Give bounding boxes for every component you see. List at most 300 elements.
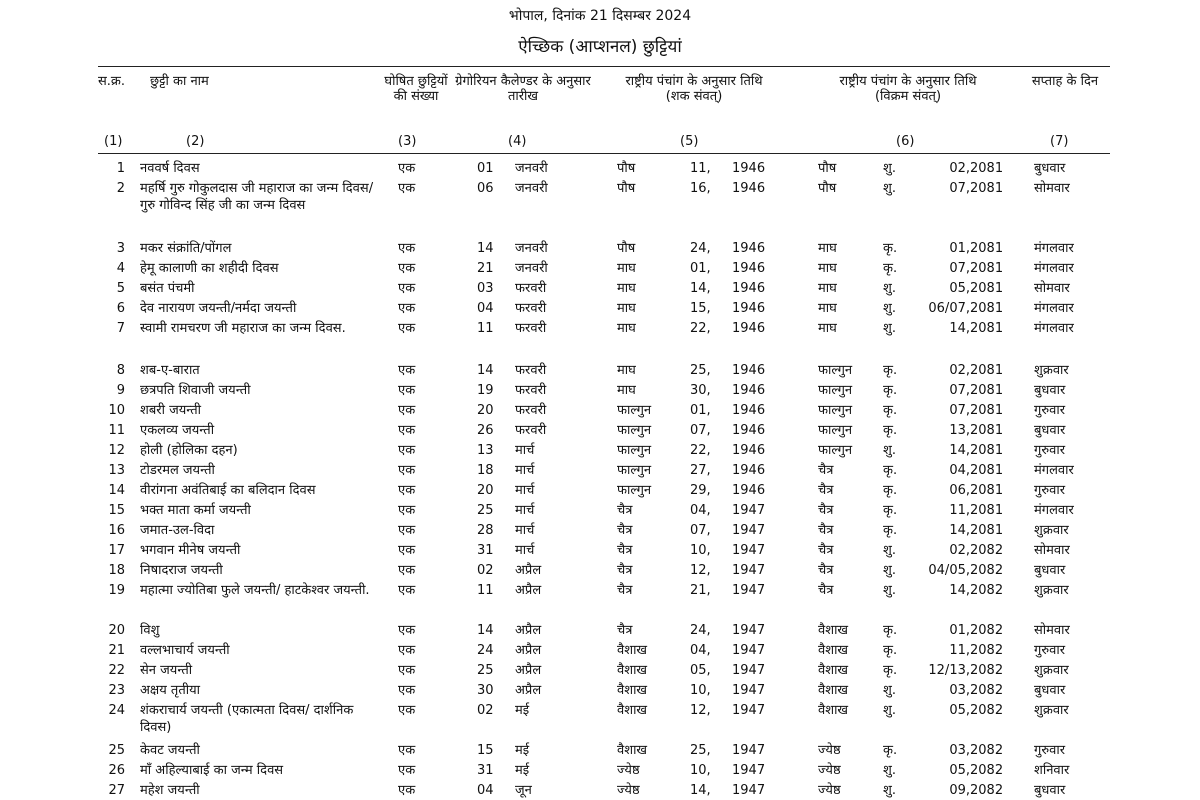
cell-vyear: 2081 [970, 383, 1004, 398]
cell-gmonth: मई [515, 743, 530, 758]
holiday-name: निषादराज जयन्ती [140, 563, 223, 578]
cell-paksha: शु. [883, 543, 896, 558]
cell-paksha: शु. [883, 321, 896, 336]
cell-smonth: पौष [617, 181, 636, 196]
cell-count: एक [398, 301, 416, 316]
cell-paksha: कृ. [883, 463, 898, 478]
cell-vmonth: फाल्गुन [818, 443, 853, 458]
holiday-name: वल्लभाचार्य जयन्ती [140, 643, 230, 658]
cell-gmonth: फरवरी [515, 281, 547, 296]
cell-count: एक [398, 623, 416, 638]
cell-vyear: 2081 [970, 301, 1004, 316]
cell-gmonth: मार्च [515, 483, 535, 498]
cell-vday: 09, [949, 783, 970, 798]
cell-vday: 07, [949, 181, 970, 196]
cell-vday: 02, [949, 363, 970, 378]
cell-syear: 1947 [732, 703, 766, 718]
cell-vyear: 2081 [970, 403, 1004, 418]
cell-syear: 1946 [732, 403, 766, 418]
cell-sno: 26 [108, 763, 125, 778]
cell-paksha: शु. [883, 563, 896, 578]
cell-day: मंगलवार [1034, 463, 1074, 478]
cell-sday: 22, [690, 321, 711, 336]
cell-vmonth: पौष [818, 161, 837, 176]
cell-sday: 10, [690, 683, 711, 698]
cell-paksha: शु. [883, 763, 896, 778]
cell-vmonth: चैत्र [818, 523, 834, 538]
cell-sno: 14 [108, 483, 125, 498]
cell-sno: 8 [116, 363, 125, 378]
cell-sday: 11, [690, 161, 711, 176]
cell-count: एक [398, 523, 416, 538]
cell-gday: 04 [477, 783, 494, 798]
cell-gday: 06 [477, 181, 494, 196]
cell-gmonth: जनवरी [515, 241, 548, 256]
cell-day: बुधवार [1034, 783, 1066, 798]
cell-paksha: कृ. [883, 523, 898, 538]
cell-gmonth: अप्रैल [515, 643, 542, 658]
cell-sday: 07, [690, 523, 711, 538]
col-number-2: (2) [186, 134, 205, 149]
cell-syear: 1946 [732, 241, 766, 256]
cell-gday: 14 [477, 623, 494, 638]
cell-sday: 07, [690, 423, 711, 438]
cell-gday: 25 [477, 663, 494, 678]
cell-count: एक [398, 261, 416, 276]
cell-vyear: 2081 [970, 181, 1004, 196]
cell-gday: 11 [477, 321, 494, 336]
cell-smonth: वैशाख [617, 663, 648, 678]
cell-day: गुरुवार [1034, 443, 1066, 458]
cell-day: मंगलवार [1034, 241, 1074, 256]
col-header-vikram: राष्ट्रीय पंचांग के अनुसार तिथि (विक्रम संवत्) [839, 74, 977, 104]
cell-smonth: माघ [617, 301, 636, 316]
cell-gday: 15 [477, 743, 494, 758]
cell-syear: 1947 [732, 783, 766, 798]
cell-day: बुधवार [1034, 383, 1066, 398]
cell-syear: 1947 [732, 663, 766, 678]
cell-vmonth: चैत्र [818, 463, 834, 478]
holiday-name: शंकराचार्य जयन्ती (एकात्मता दिवस/ दार्शनिक दिवस) [140, 703, 354, 735]
cell-vmonth: माघ [818, 261, 837, 276]
cell-day: शुक्रवार [1034, 703, 1069, 718]
cell-vyear: 2081 [970, 321, 1004, 336]
cell-syear: 1946 [732, 383, 766, 398]
holiday-name: महात्मा ज्योतिबा फुले जयन्ती/ हाटकेश्वर जयन्ती. [140, 583, 370, 598]
cell-vyear: 2082 [970, 683, 1004, 698]
cell-vyear: 2082 [970, 663, 1004, 678]
holiday-name: अक्षय तृतीया [140, 683, 201, 698]
cell-sday: 04, [690, 503, 711, 518]
col-number-1: (1) [104, 134, 123, 149]
cell-vyear: 2081 [970, 503, 1004, 518]
cell-vyear: 2081 [970, 161, 1004, 176]
cell-vmonth: माघ [818, 321, 837, 336]
cell-sno: 15 [108, 503, 125, 518]
holiday-name: माँ अहिल्याबाई का जन्म दिवस [140, 763, 284, 778]
cell-vday: 01, [949, 623, 970, 638]
cell-count: एक [398, 423, 416, 438]
cell-smonth: वैशाख [617, 703, 648, 718]
holiday-name: शबरी जयन्ती [140, 403, 202, 418]
cell-vmonth: पौष [818, 181, 837, 196]
cell-count: एक [398, 161, 416, 176]
cell-vmonth: माघ [818, 241, 837, 256]
cell-syear: 1947 [732, 583, 766, 598]
cell-smonth: वैशाख [617, 743, 648, 758]
holiday-name: स्वामी रामचरण जी महाराज का जन्म दिवस. [140, 321, 346, 336]
cell-gday: 18 [477, 463, 494, 478]
cell-sno: 19 [108, 583, 125, 598]
cell-gday: 02 [477, 703, 494, 718]
cell-gday: 14 [477, 363, 494, 378]
cell-syear: 1946 [732, 181, 766, 196]
holiday-name: वीरांगना अवंतिबाई का बलिदान दिवस [140, 483, 316, 498]
cell-vyear: 2082 [970, 703, 1004, 718]
holiday-name: छत्रपति शिवाजी जयन्ती [140, 383, 251, 398]
cell-day: सोमवार [1034, 623, 1070, 638]
cell-paksha: शु. [883, 281, 896, 296]
cell-vyear: 2082 [970, 763, 1004, 778]
cell-vday: 07, [949, 261, 970, 276]
cell-vmonth: चैत्र [818, 483, 834, 498]
cell-day: गुरुवार [1034, 483, 1066, 498]
cell-gmonth: मार्च [515, 463, 535, 478]
cell-smonth: वैशाख [617, 643, 648, 658]
cell-paksha: शु. [883, 583, 896, 598]
cell-sday: 25, [690, 743, 711, 758]
holiday-name: हेमू कालाणी का शहीदी दिवस [140, 261, 279, 276]
cell-sday: 10, [690, 543, 711, 558]
cell-smonth: ज्येष्ठ [617, 783, 640, 798]
cell-day: गुरुवार [1034, 403, 1066, 418]
cell-vmonth: फाल्गुन [818, 363, 853, 378]
cell-day: सोमवार [1034, 281, 1070, 296]
cell-paksha: शु. [883, 683, 896, 698]
cell-syear: 1946 [732, 261, 766, 276]
cell-paksha: शु. [883, 181, 896, 196]
cell-gmonth: मार्च [515, 543, 535, 558]
cell-syear: 1946 [732, 443, 766, 458]
cell-smonth: पौष [617, 241, 636, 256]
cell-gday: 20 [477, 483, 494, 498]
cell-vmonth: फाल्गुन [818, 383, 853, 398]
cell-day: मंगलवार [1034, 503, 1074, 518]
cell-count: एक [398, 563, 416, 578]
cell-gmonth: फरवरी [515, 383, 547, 398]
place-date: भोपाल, दिनांक 21 दिसम्बर 2024 [508, 8, 692, 24]
cell-vday: 13, [949, 423, 970, 438]
holiday-name: एकलव्य जयन्ती [140, 423, 215, 438]
cell-paksha: कृ. [883, 383, 898, 398]
cell-syear: 1946 [732, 463, 766, 478]
cell-sday: 22, [690, 443, 711, 458]
cell-syear: 1947 [732, 623, 766, 638]
cell-sno: 7 [116, 321, 125, 336]
cell-count: एक [398, 643, 416, 658]
cell-vyear: 2082 [970, 543, 1004, 558]
cell-paksha: कृ. [883, 743, 898, 758]
cell-smonth: फाल्गुन [617, 403, 652, 418]
cell-day: मंगलवार [1034, 321, 1074, 336]
holiday-name: बसंत पंचमी [140, 281, 195, 296]
cell-vyear: 2081 [970, 443, 1004, 458]
cell-paksha: कृ. [883, 403, 898, 418]
cell-vday: 02, [949, 161, 970, 176]
cell-syear: 1946 [732, 281, 766, 296]
cell-vday: 06, [949, 483, 970, 498]
cell-sno: 2 [116, 181, 125, 196]
holiday-name: विशु [140, 623, 160, 638]
cell-gmonth: फरवरी [515, 321, 547, 336]
cell-day: बुधवार [1034, 423, 1066, 438]
cell-vmonth: चैत्र [818, 543, 834, 558]
cell-vyear: 2081 [970, 463, 1004, 478]
col-header-day: सप्ताह के दिन [1031, 74, 1099, 89]
cell-paksha: कृ. [883, 643, 898, 658]
cell-vmonth: वैशाख [818, 683, 849, 698]
cell-sno: 17 [108, 543, 125, 558]
cell-syear: 1947 [732, 643, 766, 658]
cell-smonth: फाल्गुन [617, 443, 652, 458]
cell-vmonth: वैशाख [818, 703, 849, 718]
cell-count: एक [398, 583, 416, 598]
cell-vmonth: वैशाख [818, 643, 849, 658]
cell-smonth: वैशाख [617, 683, 648, 698]
cell-sno: 9 [116, 383, 125, 398]
cell-vyear: 2082 [970, 743, 1004, 758]
cell-gday: 25 [477, 503, 494, 518]
cell-smonth: पौष [617, 161, 636, 176]
cell-sday: 14, [690, 783, 711, 798]
holiday-name: शब-ए-बारात [140, 363, 200, 378]
cell-vyear: 2081 [970, 483, 1004, 498]
cell-sno: 16 [108, 523, 125, 538]
cell-paksha: कृ. [883, 241, 898, 256]
cell-vyear: 2081 [970, 241, 1004, 256]
cell-paksha: शु. [883, 703, 896, 718]
cell-syear: 1946 [732, 423, 766, 438]
cell-syear: 1947 [732, 543, 766, 558]
cell-count: एक [398, 663, 416, 678]
cell-vday: 03, [949, 683, 970, 698]
cell-vday: 03, [949, 743, 970, 758]
cell-vyear: 2081 [970, 423, 1004, 438]
holiday-name: मकर संक्रांति/पोंगल [140, 241, 232, 256]
cell-vday: 05, [949, 703, 970, 718]
cell-day: सोमवार [1034, 543, 1070, 558]
cell-day: शुक्रवार [1034, 583, 1069, 598]
cell-sno: 11 [108, 423, 125, 438]
cell-sday: 04, [690, 643, 711, 658]
cell-vday: 01, [949, 241, 970, 256]
cell-gmonth: फरवरी [515, 403, 547, 418]
cell-sno: 6 [116, 301, 125, 316]
cell-gmonth: अप्रैल [515, 583, 542, 598]
cell-vday: 02, [949, 543, 970, 558]
cell-count: एक [398, 281, 416, 296]
cell-gmonth: अप्रैल [515, 563, 542, 578]
cell-gmonth: जून [515, 783, 532, 798]
cell-sno: 12 [108, 443, 125, 458]
cell-smonth: ज्येष्ठ [617, 763, 640, 778]
col-number-6: (6) [896, 134, 915, 149]
cell-vyear: 2082 [970, 643, 1004, 658]
cell-gmonth: मार्च [515, 443, 535, 458]
cell-syear: 1946 [732, 161, 766, 176]
cell-sday: 01, [690, 261, 711, 276]
cell-count: एक [398, 363, 416, 378]
cell-vday: 07, [949, 383, 970, 398]
cell-sday: 25, [690, 363, 711, 378]
col-number-5: (5) [680, 134, 699, 149]
cell-sno: 1 [116, 161, 125, 176]
header-top-rule [98, 66, 1110, 67]
cell-sno: 18 [108, 563, 125, 578]
cell-sday: 24, [690, 623, 711, 638]
cell-paksha: कृ. [883, 503, 898, 518]
cell-sday: 14, [690, 281, 711, 296]
cell-gday: 14 [477, 241, 494, 256]
cell-vyear: 2082 [970, 583, 1004, 598]
cell-vmonth: फाल्गुन [818, 403, 853, 418]
cell-smonth: फाल्गुन [617, 483, 652, 498]
cell-vmonth: वैशाख [818, 663, 849, 678]
cell-smonth: चैत्र [617, 523, 633, 538]
col-number-4: (4) [508, 134, 527, 149]
cell-gmonth: मई [515, 703, 530, 718]
cell-count: एक [398, 703, 416, 718]
cell-smonth: चैत्र [617, 623, 633, 638]
cell-syear: 1946 [732, 363, 766, 378]
cell-syear: 1947 [732, 763, 766, 778]
holiday-name: नववर्ष दिवस [140, 161, 200, 176]
cell-smonth: चैत्र [617, 503, 633, 518]
cell-gday: 13 [477, 443, 494, 458]
holiday-name: केवट जयन्ती [140, 743, 200, 758]
holiday-name: महेश जयन्ती [140, 783, 200, 798]
cell-vyear: 2082 [970, 623, 1004, 638]
cell-vday: 14, [949, 321, 970, 336]
cell-count: एक [398, 763, 416, 778]
cell-vmonth: चैत्र [818, 563, 834, 578]
cell-gday: 21 [477, 261, 494, 276]
cell-paksha: कृ. [883, 483, 898, 498]
cell-day: सोमवार [1034, 181, 1070, 196]
header-bottom-rule [98, 153, 1110, 154]
cell-vday: 11, [949, 643, 970, 658]
cell-sday: 24, [690, 241, 711, 256]
cell-vday: 14, [949, 583, 970, 598]
holiday-name: भक्त माता कर्मा जयन्ती [140, 503, 251, 518]
holiday-name: महर्षि गुरु गोकुलदास जी महाराज का जन्म दिवस/गुरु गोविन्द सिंह जी का जन्म दिवस [140, 181, 374, 213]
cell-vmonth: ज्येष्ठ [818, 763, 841, 778]
col-header-name: छुट्टी का नाम [150, 74, 209, 89]
cell-count: एक [398, 743, 416, 758]
holiday-name: होली (होलिका दहन) [140, 443, 238, 458]
cell-day: शुक्रवार [1034, 663, 1069, 678]
cell-sno: 13 [108, 463, 125, 478]
cell-vyear: 2081 [970, 523, 1004, 538]
col-header-count: घोषित छुट्टियों की संख्या [384, 74, 448, 104]
cell-paksha: कृ. [883, 423, 898, 438]
cell-count: एक [398, 241, 416, 256]
cell-vday: 05, [949, 281, 970, 296]
cell-syear: 1947 [732, 743, 766, 758]
cell-gmonth: फरवरी [515, 423, 547, 438]
cell-paksha: कृ. [883, 261, 898, 276]
cell-count: एक [398, 181, 416, 196]
cell-vday: 07, [949, 403, 970, 418]
cell-paksha: शु. [883, 301, 896, 316]
cell-vmonth: माघ [818, 301, 837, 316]
cell-sno: 25 [108, 743, 125, 758]
cell-count: एक [398, 403, 416, 418]
cell-smonth: माघ [617, 281, 636, 296]
cell-vyear: 2081 [970, 261, 1004, 276]
cell-smonth: चैत्र [617, 543, 633, 558]
cell-syear: 1947 [732, 523, 766, 538]
holiday-name: देव नारायण जयन्ती/नर्मदा जयन्ती [140, 301, 297, 316]
cell-day: मंगलवार [1034, 301, 1074, 316]
cell-vday: 04/05, [928, 563, 970, 578]
cell-paksha: कृ. [883, 363, 898, 378]
cell-gday: 28 [477, 523, 494, 538]
cell-gday: 30 [477, 683, 494, 698]
cell-sno: 22 [108, 663, 125, 678]
cell-day: गुरुवार [1034, 743, 1066, 758]
col-header-shaka: राष्ट्रीय पंचांग के अनुसार तिथि (शक संवत्) [625, 74, 763, 104]
cell-sno: 27 [108, 783, 125, 798]
holiday-name: जमात-उल-विदा [140, 523, 215, 538]
cell-syear: 1947 [732, 503, 766, 518]
cell-gmonth: अप्रैल [515, 623, 542, 638]
cell-gmonth: जनवरी [515, 261, 548, 276]
cell-sday: 01, [690, 403, 711, 418]
cell-count: एक [398, 543, 416, 558]
cell-gmonth: मार्च [515, 503, 535, 518]
cell-gday: 01 [477, 161, 494, 176]
cell-day: शनिवार [1034, 763, 1070, 778]
cell-vday: 05, [949, 763, 970, 778]
cell-vday: 12/13, [928, 663, 970, 678]
cell-syear: 1946 [732, 301, 766, 316]
cell-syear: 1947 [732, 683, 766, 698]
cell-count: एक [398, 383, 416, 398]
cell-vday: 14, [949, 443, 970, 458]
cell-sno: 5 [116, 281, 125, 296]
cell-sday: 05, [690, 663, 711, 678]
cell-count: एक [398, 783, 416, 798]
cell-gday: 31 [477, 543, 494, 558]
cell-smonth: माघ [617, 363, 636, 378]
cell-count: एक [398, 683, 416, 698]
cell-gday: 26 [477, 423, 494, 438]
cell-sno: 4 [116, 261, 125, 276]
cell-vday: 14, [949, 523, 970, 538]
cell-vmonth: चैत्र [818, 583, 834, 598]
cell-gmonth: मार्च [515, 523, 535, 538]
cell-count: एक [398, 443, 416, 458]
cell-sday: 27, [690, 463, 711, 478]
cell-paksha: कृ. [883, 663, 898, 678]
cell-day: बुधवार [1034, 161, 1066, 176]
cell-paksha: शु. [883, 161, 896, 176]
cell-smonth: फाल्गुन [617, 423, 652, 438]
cell-vyear: 2081 [970, 363, 1004, 378]
cell-vyear: 2082 [970, 563, 1004, 578]
cell-syear: 1946 [732, 483, 766, 498]
